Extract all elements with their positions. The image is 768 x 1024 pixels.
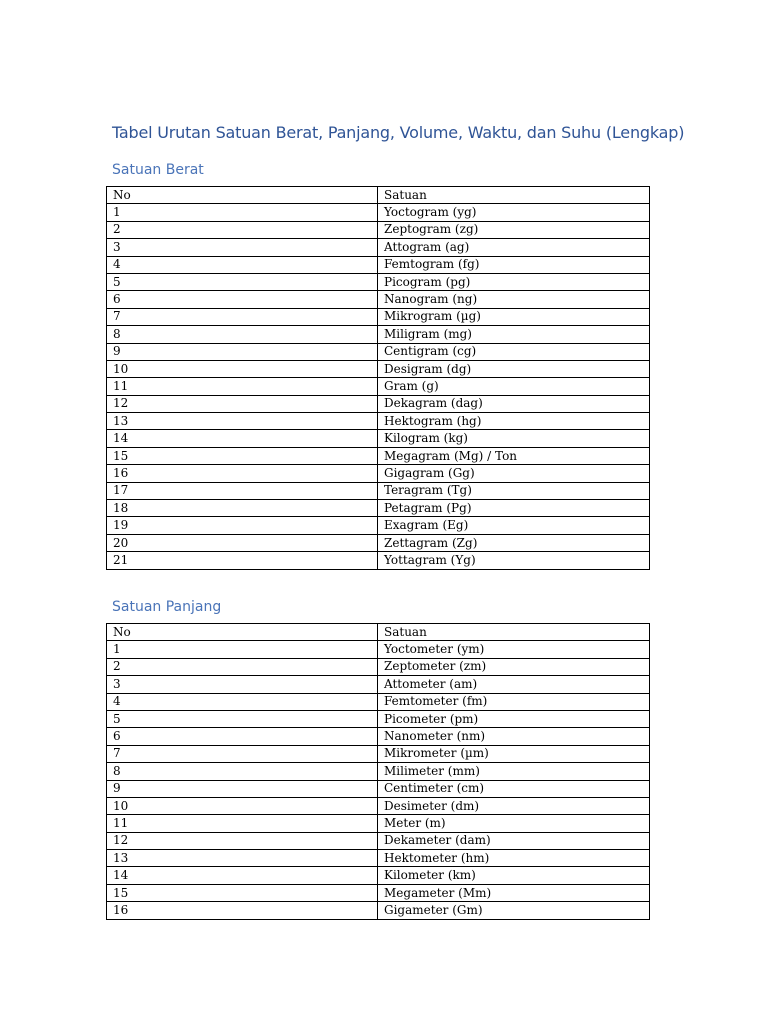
cell-no: 21 — [107, 552, 378, 569]
cell-no: 12 — [107, 832, 378, 849]
table-row — [107, 745, 650, 762]
cell-satuan: Centigram (cg) — [378, 343, 650, 360]
table-row — [107, 850, 650, 867]
cell-no: 4 — [107, 256, 378, 273]
table-row — [107, 763, 650, 780]
cell-satuan: Attogram (ag) — [378, 239, 650, 256]
cell-no: 16 — [107, 465, 378, 482]
cell-no: 10 — [107, 797, 378, 814]
cell-no: 13 — [107, 413, 378, 430]
cell-satuan: Meter (m) — [378, 815, 650, 832]
cell-satuan: Yottagram (Yg) — [378, 552, 650, 569]
table-row — [107, 239, 650, 256]
cell-no: 18 — [107, 500, 378, 517]
header-cell-no: No — [107, 187, 378, 204]
cell-satuan: Kilogram (kg) — [378, 430, 650, 447]
cell-no: 6 — [107, 291, 378, 308]
cell-satuan: Yoctometer (ym) — [378, 641, 650, 658]
table-row — [107, 867, 650, 884]
table-row — [107, 343, 650, 360]
cell-satuan: Kilometer (km) — [378, 867, 650, 884]
table-row — [107, 413, 650, 430]
cell-satuan: Nanometer (nm) — [378, 728, 650, 745]
header-cell-satuan: Satuan — [378, 624, 650, 641]
cell-satuan: Nanogram (ng) — [378, 291, 650, 308]
cell-satuan: Hektogram (hg) — [378, 413, 650, 430]
table-row — [107, 430, 650, 447]
cell-no: 2 — [107, 658, 378, 675]
table-row — [107, 832, 650, 849]
cell-satuan: Exagram (Eg) — [378, 517, 650, 534]
table-row — [107, 676, 650, 693]
table-row — [107, 308, 650, 325]
cell-no: 5 — [107, 273, 378, 290]
cell-no: 14 — [107, 867, 378, 884]
cell-no: 1 — [107, 641, 378, 658]
table-row — [107, 204, 650, 221]
cell-no: 7 — [107, 745, 378, 762]
cell-satuan: Desimeter (dm) — [378, 797, 650, 814]
cell-no: 6 — [107, 728, 378, 745]
cell-no: 2 — [107, 221, 378, 238]
table-row — [107, 378, 650, 395]
cell-satuan: Zeptogram (zg) — [378, 221, 650, 238]
cell-satuan: Femtometer (fm) — [378, 693, 650, 710]
cell-no: 17 — [107, 482, 378, 499]
table-row — [107, 517, 650, 534]
cell-satuan: Gigameter (Gm) — [378, 902, 650, 919]
cell-satuan: Zettagram (Zg) — [378, 534, 650, 551]
document-title: Tabel Urutan Satuan Berat, Panjang, Volume, Waktu, dan Suhu (Lengkap) — [112, 123, 685, 142]
cell-no: 15 — [107, 884, 378, 901]
table-row — [107, 780, 650, 797]
cell-satuan: Desigram (dg) — [378, 360, 650, 377]
cell-no: 5 — [107, 710, 378, 727]
cell-no: 12 — [107, 395, 378, 412]
cell-no: 11 — [107, 378, 378, 395]
table-row — [107, 797, 650, 814]
cell-no: 9 — [107, 780, 378, 797]
cell-no: 8 — [107, 763, 378, 780]
table-satuan-berat — [106, 186, 650, 570]
cell-satuan: Mikrometer (µm) — [378, 745, 650, 762]
cell-no: 8 — [107, 326, 378, 343]
cell-satuan: Picometer (pm) — [378, 710, 650, 727]
table-row — [107, 658, 650, 675]
cell-no: 11 — [107, 815, 378, 832]
cell-satuan: Megagram (Mg) / Ton — [378, 447, 650, 464]
cell-satuan: Attometer (am) — [378, 676, 650, 693]
cell-satuan: Centimeter (cm) — [378, 780, 650, 797]
table-row — [107, 273, 650, 290]
cell-no: 10 — [107, 360, 378, 377]
cell-no: 4 — [107, 693, 378, 710]
cell-no: 14 — [107, 430, 378, 447]
cell-no: 16 — [107, 902, 378, 919]
cell-satuan: Yoctogram (yg) — [378, 204, 650, 221]
cell-satuan: Gram (g) — [378, 378, 650, 395]
cell-no: 20 — [107, 534, 378, 551]
cell-satuan: Hektometer (hm) — [378, 850, 650, 867]
cell-satuan: Megameter (Mm) — [378, 884, 650, 901]
cell-no: 19 — [107, 517, 378, 534]
cell-no: 15 — [107, 447, 378, 464]
table-header-row — [107, 187, 650, 204]
table-row — [107, 552, 650, 569]
section-heading-satuan-berat: Satuan Berat — [112, 162, 204, 178]
cell-satuan: Milimeter (mm) — [378, 763, 650, 780]
cell-no: 3 — [107, 239, 378, 256]
table-row — [107, 360, 650, 377]
cell-no: 9 — [107, 343, 378, 360]
cell-satuan: Dekagram (dag) — [378, 395, 650, 412]
cell-satuan: Zeptometer (zm) — [378, 658, 650, 675]
cell-satuan: Dekameter (dam) — [378, 832, 650, 849]
cell-satuan: Teragram (Tg) — [378, 482, 650, 499]
table-row — [107, 465, 650, 482]
table-row — [107, 728, 650, 745]
table-row — [107, 447, 650, 464]
cell-satuan: Mikrogram (µg) — [378, 308, 650, 325]
table-row — [107, 710, 650, 727]
table-row — [107, 291, 650, 308]
table-row — [107, 221, 650, 238]
table-header-row — [107, 624, 650, 641]
table-row — [107, 500, 650, 517]
table-satuan-panjang — [106, 623, 650, 920]
table-row — [107, 482, 650, 499]
table-row — [107, 693, 650, 710]
cell-no: 3 — [107, 676, 378, 693]
table-row — [107, 902, 650, 919]
cell-satuan: Gigagram (Gg) — [378, 465, 650, 482]
table-row — [107, 395, 650, 412]
header-cell-satuan: Satuan — [378, 187, 650, 204]
cell-satuan: Picogram (pg) — [378, 273, 650, 290]
cell-no: 1 — [107, 204, 378, 221]
cell-satuan: Petagram (Pg) — [378, 500, 650, 517]
cell-satuan: Miligram (mg) — [378, 326, 650, 343]
cell-no: 13 — [107, 850, 378, 867]
table-row — [107, 326, 650, 343]
table-row — [107, 815, 650, 832]
section-heading-satuan-panjang: Satuan Panjang — [112, 599, 222, 615]
table-row — [107, 641, 650, 658]
cell-no: 7 — [107, 308, 378, 325]
header-cell-no: No — [107, 624, 378, 641]
cell-satuan: Femtogram (fg) — [378, 256, 650, 273]
table-row — [107, 884, 650, 901]
table-row — [107, 256, 650, 273]
table-row — [107, 534, 650, 551]
